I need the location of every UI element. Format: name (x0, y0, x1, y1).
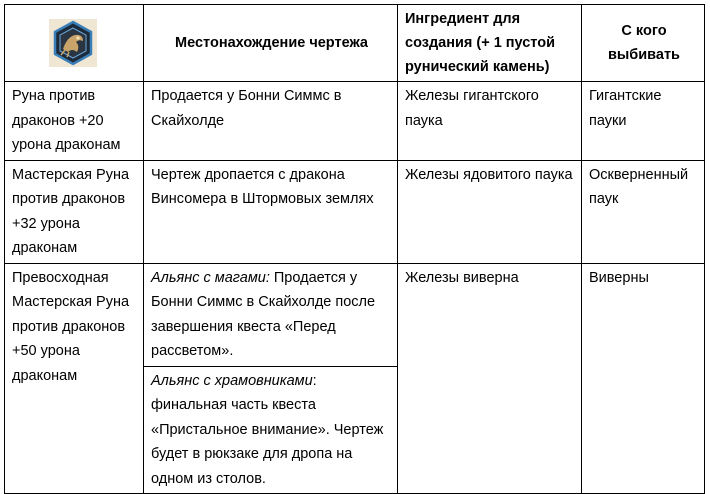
table-row (5, 263, 705, 494)
location-templars (144, 366, 397, 494)
rune-name: Мастерская Руна против драконов +32 урона драконам (5, 160, 144, 263)
rune-name: Превосходная Мастерская Руна против драконов +50 урона драконам (5, 263, 144, 494)
rune-name: Руна против драконов +20 урона драконам (5, 82, 144, 161)
runes-table (4, 4, 705, 494)
logo-cell (5, 5, 144, 82)
templars-label: Альянс с храмовниками (151, 372, 313, 389)
rune-source: Оскверненный паук (582, 160, 705, 263)
mages-text: Продается у Бонни Симмс в Скайхолде после завершения квеста «Перед рассветом». (151, 269, 376, 359)
mages-label: Альянс с магами: (151, 269, 270, 286)
header-source: С кого выбивать (582, 5, 705, 82)
templars-text: : финальная часть квеста «Пристальное внимание». Чертеж будет в рюкзаке для дропа на одном из столов. (151, 372, 384, 487)
rune-location: Продается у Бонни Симмс в Скайхолде (144, 82, 398, 161)
rune-location (144, 263, 398, 494)
rune-ingredient: Железы виверна (398, 263, 582, 494)
header-ingredient: Ингредиент для создания (+ 1 пустой рунический камень) (398, 5, 582, 82)
table-row (5, 82, 705, 161)
rune-ingredient: Железы ядовитого паука (398, 160, 582, 263)
header-row (5, 5, 705, 82)
rune-location: Чертеж дропается с дракона Винсомера в Штормовых землях (144, 160, 398, 263)
rune-logo-icon (49, 19, 97, 67)
header-location: Местонахождение чертежа (144, 5, 398, 82)
rune-source: Гигантские пауки (582, 82, 705, 161)
table-row (5, 160, 705, 263)
rune-source: Виверны (582, 263, 705, 494)
rune-ingredient: Железы гигантского паука (398, 82, 582, 161)
location-mages (144, 264, 397, 366)
